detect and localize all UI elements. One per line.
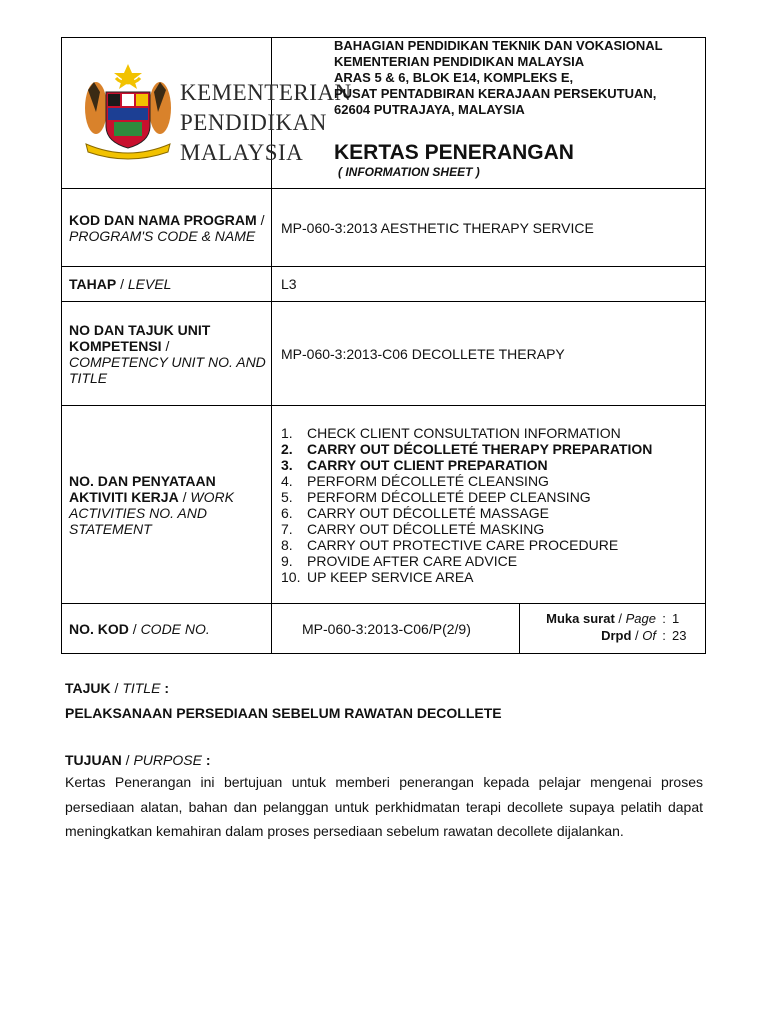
logo-text-line3: MALAYSIA (180, 140, 304, 165)
logo-text-line1: KEMENTERIAN (180, 80, 352, 105)
list-item: 10. UP KEEP SERVICE AREA (281, 568, 474, 585)
list-item: 1. CHECK CLIENT CONSULTATION INFORMATION (281, 424, 621, 441)
activities-row (62, 406, 706, 604)
address-line: ARAS 5 & 6, BLOK E14, KOMPLEKS E, (334, 70, 574, 85)
document-title: KERTAS PENERANGAN (334, 141, 574, 164)
page-info (519, 604, 705, 653)
page-number-row: Muka surat / Page : 1 (546, 611, 680, 626)
list-item: 7. CARRY OUT DÉCOLLETÉ MASKING (281, 520, 545, 537)
ministry-address (334, 38, 663, 118)
logo-text-line2: PENDIDIKAN (180, 110, 327, 135)
code-value: MP-060-3:2013-C06/P(2/9) (302, 620, 471, 637)
list-item: 3. CARRY OUT CLIENT PREPARATION (281, 456, 548, 473)
list-item: 6. CARRY OUT DÉCOLLETÉ MASSAGE (281, 504, 549, 521)
level-label: TAHAP / LEVEL (62, 267, 272, 302)
title-heading: TAJUK / TITLE : (65, 680, 169, 696)
activities-label: NO. DAN PENYATAAN AKTIVITI KERJA / WORK ACTIVITIES NO. AND STATEMENT (62, 406, 272, 604)
level-row (62, 267, 706, 302)
program-row (62, 189, 706, 267)
page-total: 23 (672, 628, 687, 643)
coat-of-arms-icon (85, 64, 171, 159)
list-item: 2. CARRY OUT DÉCOLLETÉ THERAPY PREPARATION (281, 440, 653, 457)
list-item: 9. PROVIDE AFTER CARE ADVICE (281, 552, 518, 569)
list-item: 4. PERFORM DÉCOLLETÉ CLEANSING (281, 472, 549, 489)
activities-list (281, 425, 705, 585)
activities-list-cell (272, 406, 706, 604)
address-line: 62604 PUTRAJAYA, MALAYSIA (334, 102, 525, 117)
purpose-heading: TUJUAN / PURPOSE : (65, 752, 211, 768)
unit-label: NO DAN TAJUK UNIT KOMPETENSI / COMPETENCY UNIT NO. AND TITLE (62, 302, 272, 406)
page-number: 1 (672, 611, 680, 626)
program-label: KOD DAN NAMA PROGRAM / PROGRAM'S CODE & NAME (62, 189, 272, 267)
code-label: NO. KOD / CODE NO. (62, 604, 272, 654)
level-value: L3 (272, 267, 706, 302)
program-value: MP-060-3:2013 AESTHETIC THERAPY SERVICE (272, 189, 706, 267)
document-subtitle: ( INFORMATION SHEET ) (338, 165, 480, 179)
code-row (62, 604, 706, 654)
header-row (62, 38, 706, 189)
unit-value: MP-060-3:2013-C06 DECOLLETE THERAPY (272, 302, 706, 406)
purpose-text: Kertas Penerangan ini bertujuan untuk memberi penerangan kepada pelajar mengenai proses persediaan alatan, bahan dan pelanggan untuk perkhidmatan terapi decollete supaya pelatih dapat meningkatkan kemahiran dalam proses persediaan sebelum rawatan decollete dijalankan. (65, 774, 703, 839)
list-item: 8. CARRY OUT PROTECTIVE CARE PROCEDURE (281, 536, 619, 553)
address-line: BAHAGIAN PENDIDIKAN TEKNIK DAN VOKASIONAL (334, 38, 663, 53)
page-total-row: Drpd / Of : 23 (601, 628, 687, 643)
address-line: PUSAT PENTADBIRAN KERAJAAN PERSEKUTUAN, (334, 86, 657, 101)
list-item: 5. PERFORM DÉCOLLETÉ DEEP CLEANSING (281, 488, 591, 505)
logo-cell (62, 38, 352, 189)
address-cell (272, 38, 706, 189)
info-table (61, 37, 706, 654)
unit-row (62, 302, 706, 406)
title-text: PELAKSANAAN PERSEDIAAN SEBELUM RAWATAN DECOLLETE (65, 705, 502, 721)
code-value-cell (272, 604, 706, 654)
address-line: KEMENTERIAN PENDIDIKAN MALAYSIA (334, 54, 585, 69)
